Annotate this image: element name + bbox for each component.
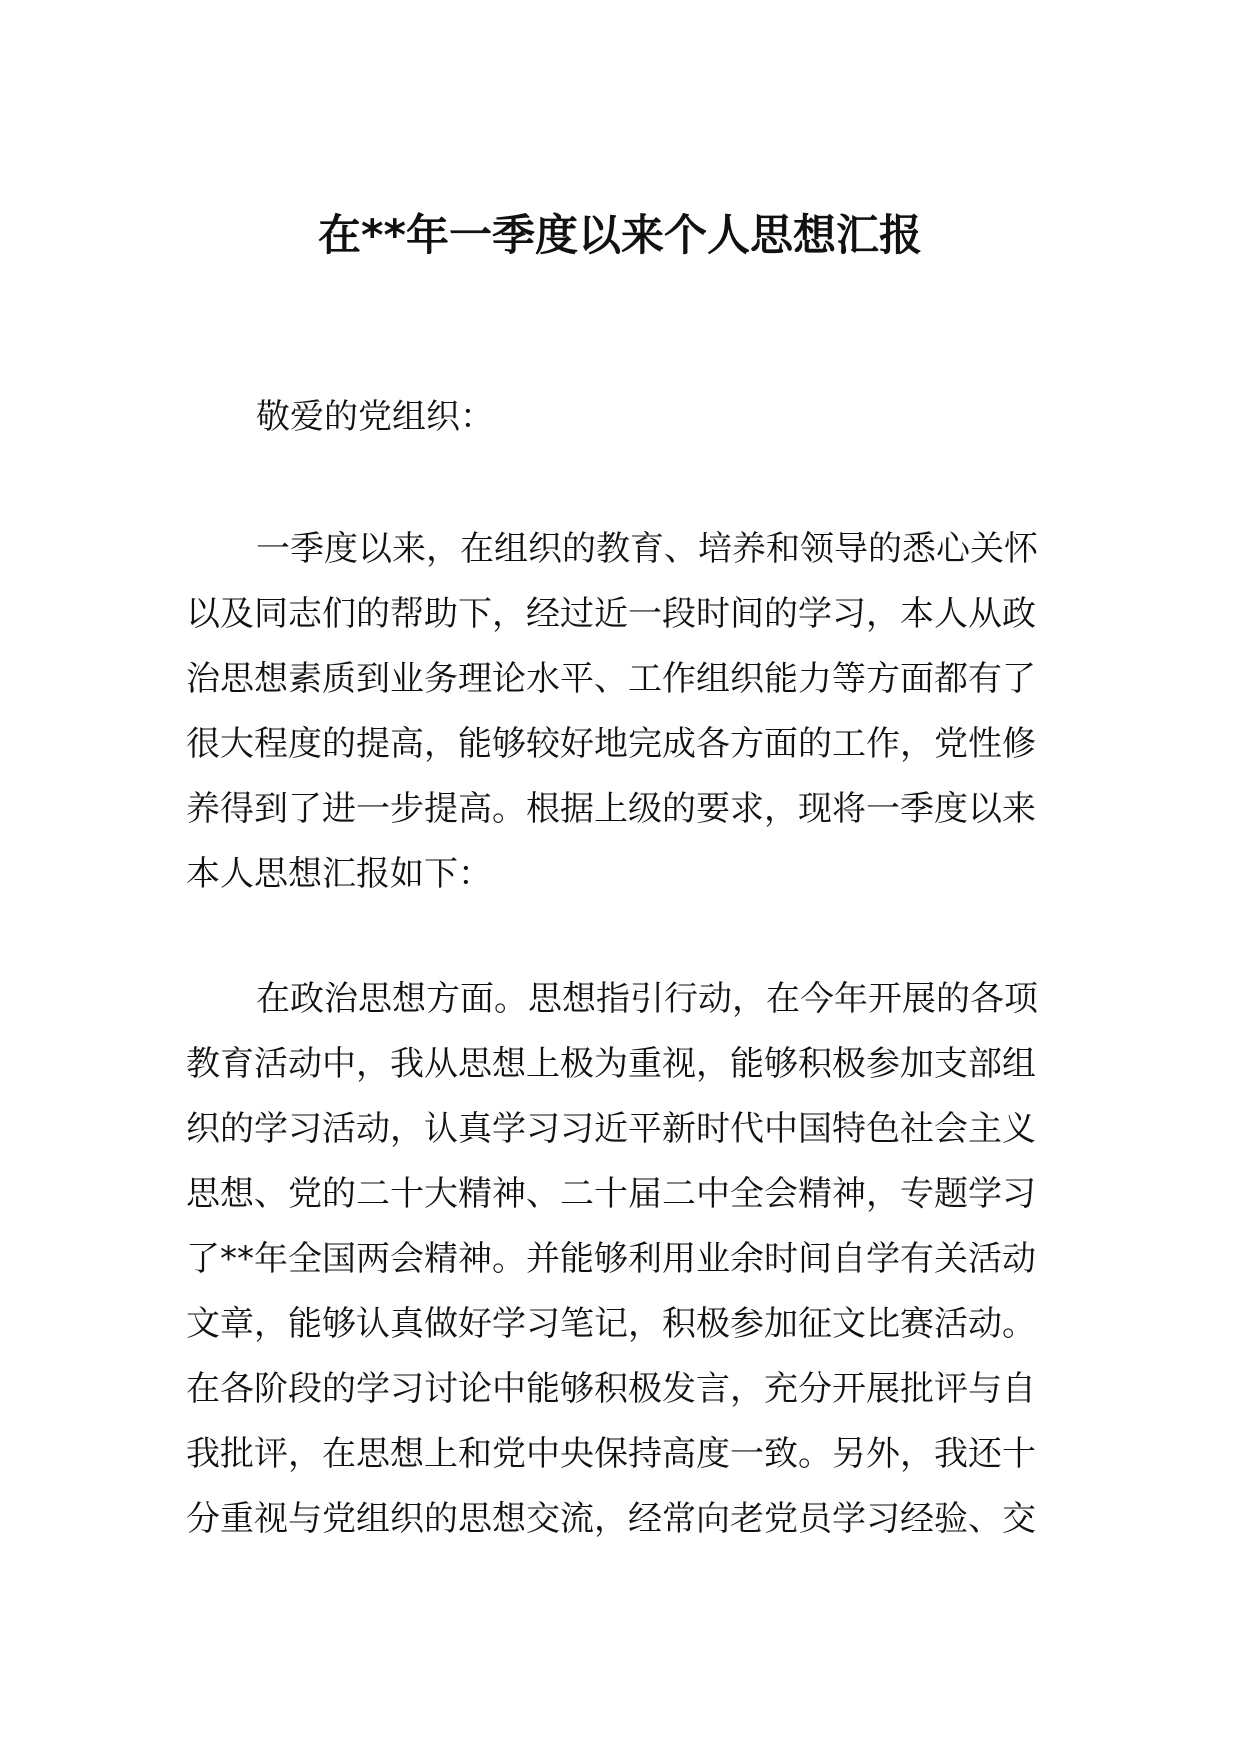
paragraph-line: 在政治思想方面。思想指引行动，在今年开展的各项 [256, 979, 1038, 1019]
paragraph-line: 思想、党的二十大精神、二十届二中全会精神，专题学习 [186, 1174, 1036, 1214]
paragraph-line: 治思想素质到业务理论水平、工作组织能力等方面都有了 [186, 659, 1036, 699]
paragraph-line: 分重视与党组织的思想交流，经常向老党员学习经验、交 [186, 1499, 1036, 1539]
paragraph-line: 了**年全国两会精神。并能够利用业余时间自学有关活动 [186, 1239, 1036, 1279]
salutation: 敬爱的党组织： [256, 397, 494, 437]
paragraph-line: 以及同志们的帮助下，经过近一段时间的学习，本人从政 [186, 594, 1036, 634]
paragraph-line: 本人思想汇报如下： [186, 854, 492, 894]
paragraph-line: 文章，能够认真做好学习笔记，积极参加征文比赛活动。 [186, 1304, 1036, 1344]
paragraph-line: 很大程度的提高，能够较好地完成各方面的工作，党性修 [186, 724, 1036, 764]
paragraph-line: 织的学习活动，认真学习习近平新时代中国特色社会主义 [186, 1109, 1036, 1149]
paragraph-line: 在各阶段的学习讨论中能够积极发言，充分开展批评与自 [186, 1369, 1036, 1409]
paragraph-2 [186, 967, 1066, 1552]
paragraph-line: 养得到了进一步提高。根据上级的要求，现将一季度以来 [186, 789, 1036, 829]
paragraph-line: 教育活动中，我从思想上极为重视，能够积极参加支部组 [186, 1044, 1036, 1084]
paragraph-1 [186, 517, 1066, 907]
document-title: 在**年一季度以来个人思想汇报 [318, 211, 922, 261]
paragraph-line: 一季度以来，在组织的教育、培养和领导的悉心关怀 [256, 529, 1038, 569]
paragraph-line: 我批评，在思想上和党中央保持高度一致。另外，我还十 [186, 1434, 1036, 1474]
